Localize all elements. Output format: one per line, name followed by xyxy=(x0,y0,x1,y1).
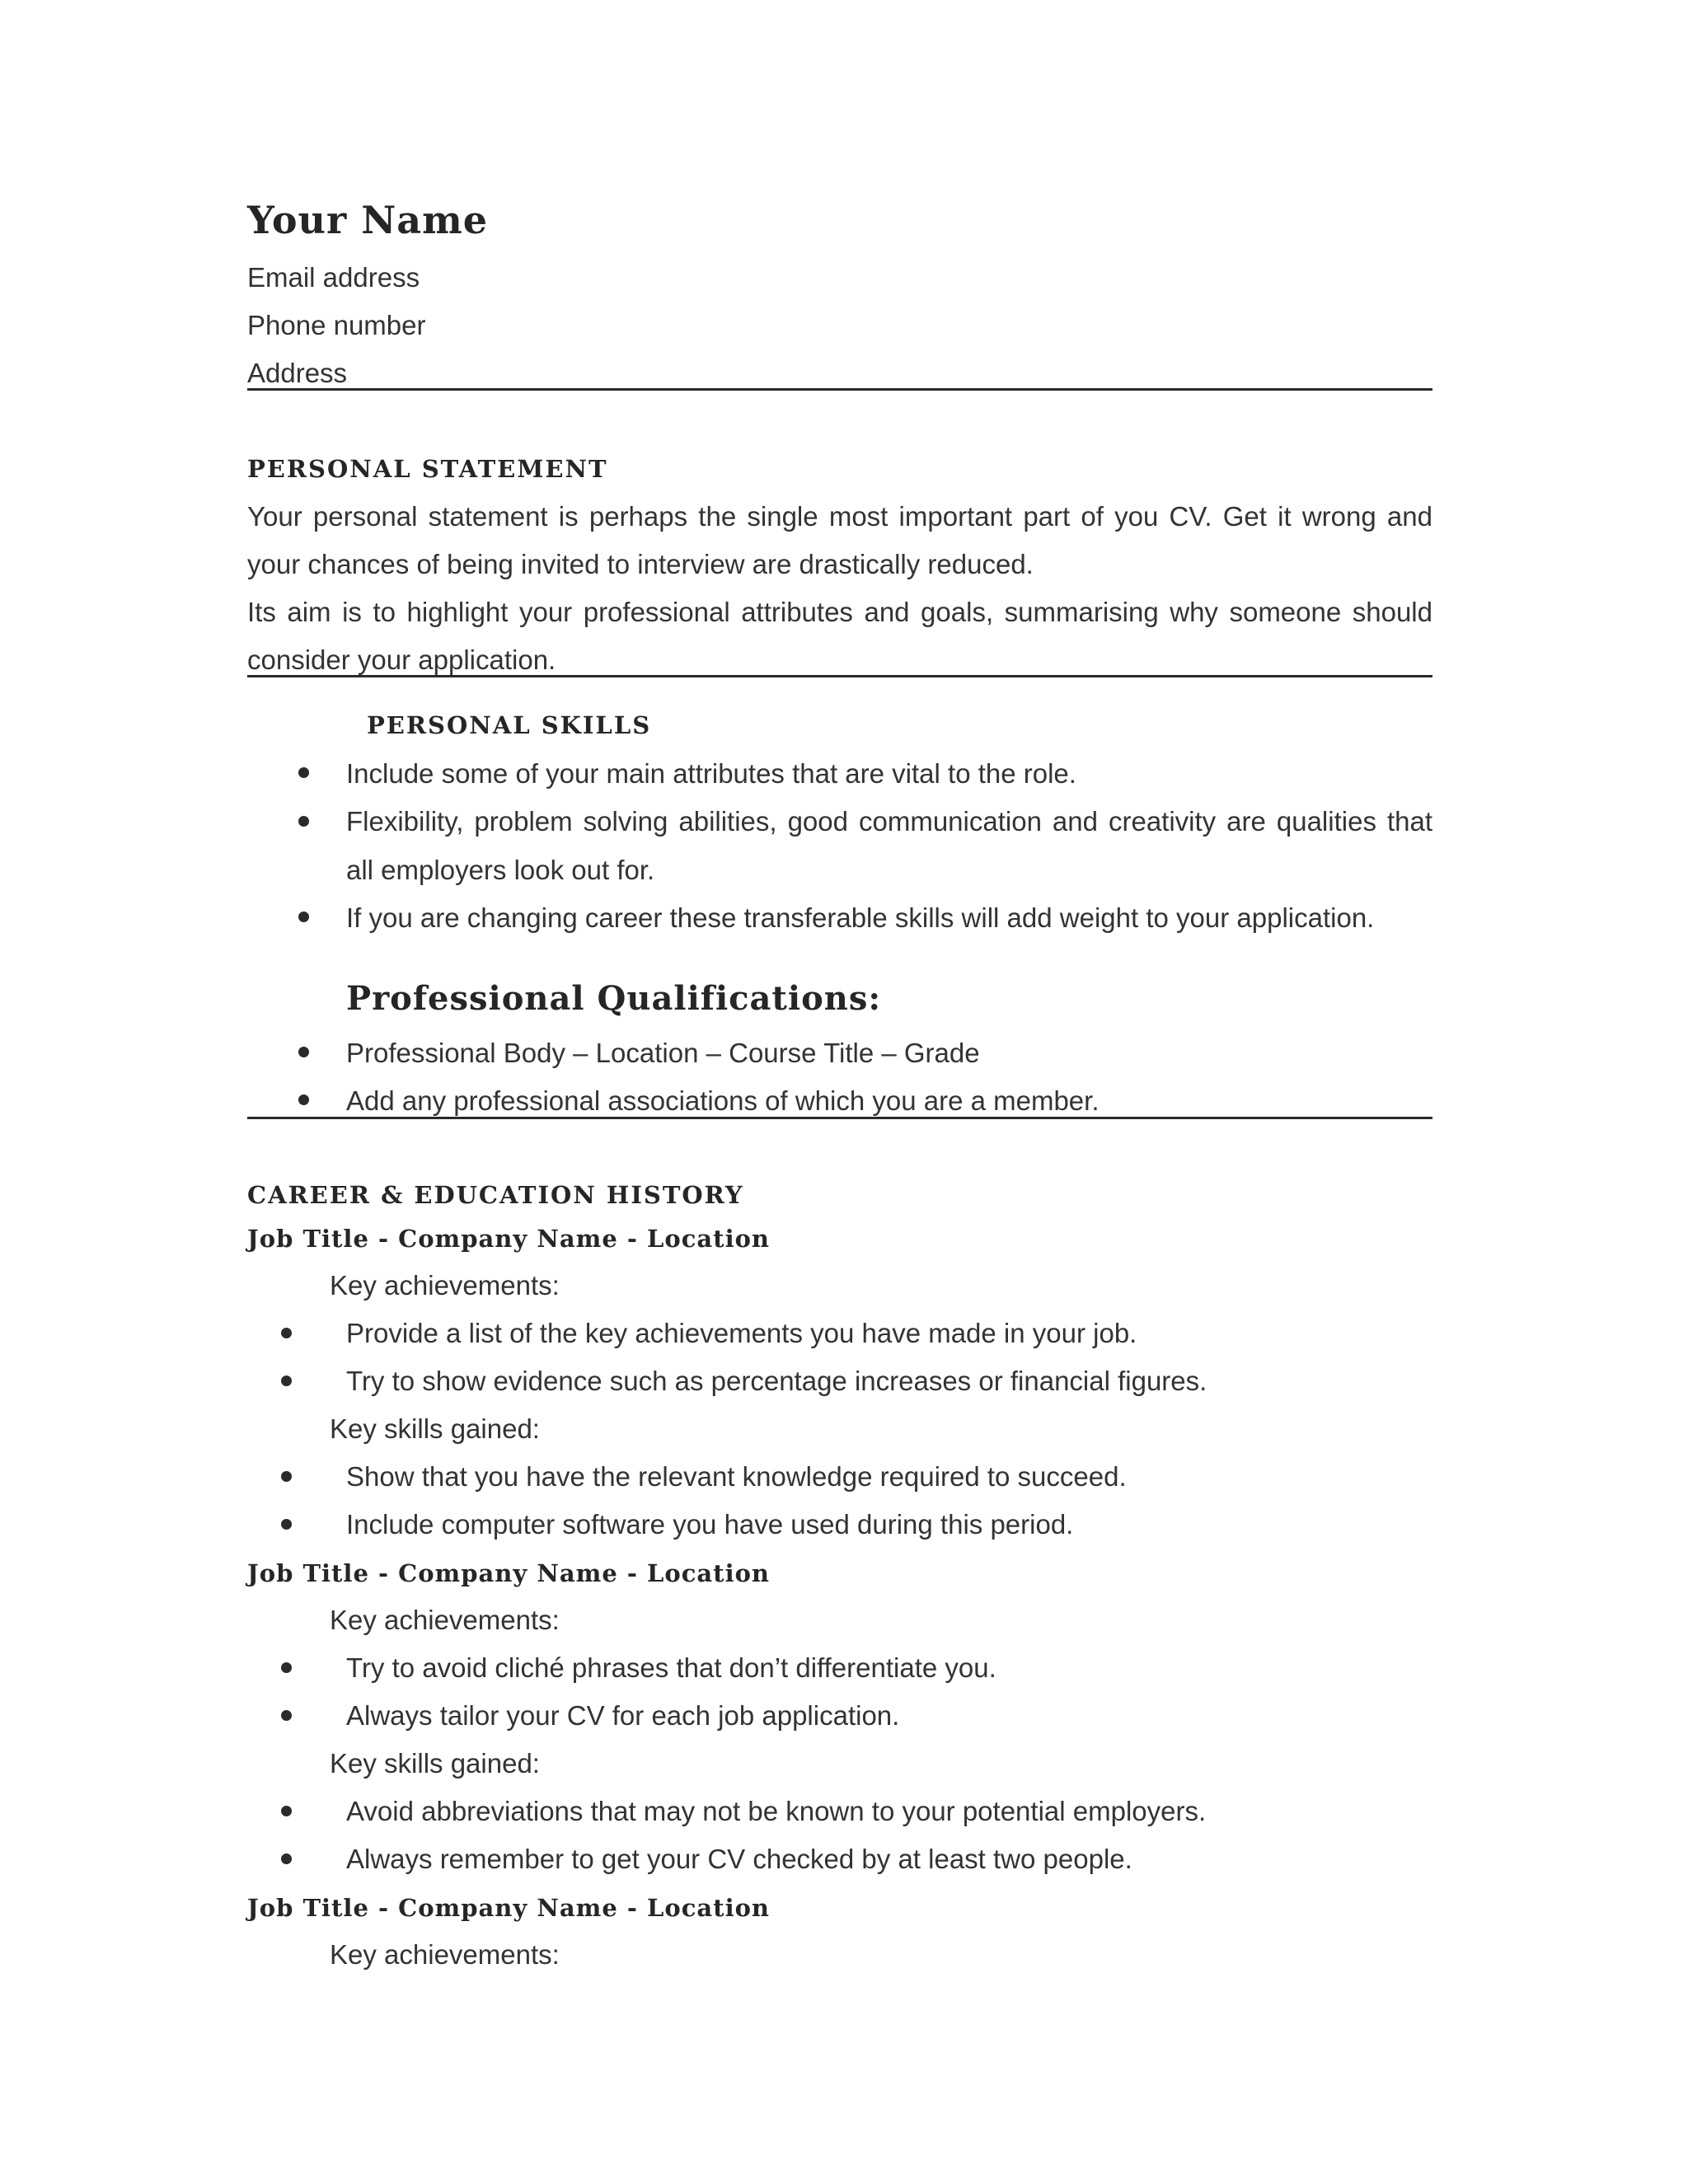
bullet-dot xyxy=(281,1806,292,1816)
bullet-dot xyxy=(298,816,309,827)
key-skills-label: Key skills gained: xyxy=(330,1748,540,1779)
skills-item-1: Include some of your main attributes that are vital to the role. xyxy=(346,758,1076,789)
bullet-dot xyxy=(281,1328,292,1338)
skill-item: Always remember to get your CV checked by at least two people. xyxy=(346,1844,1132,1874)
achievement-item: Try to show evidence such as percentage increases or financial figures. xyxy=(346,1366,1207,1396)
skill-item: Avoid abbreviations that may not be known to your potential employers. xyxy=(346,1796,1207,1826)
skill-item: Include computer software you have used during this period. xyxy=(346,1509,1074,1540)
bullet-dot xyxy=(298,767,309,778)
job-title: Job Title - Company Name - Location xyxy=(247,1559,771,1587)
qualification-item-2: Add any professional associations of which you are a member. xyxy=(346,1085,1100,1116)
key-achievements-label: Key achievements: xyxy=(330,1270,560,1301)
bullet-dot xyxy=(298,1047,309,1057)
bullet-dot xyxy=(281,1854,292,1864)
phone-line: Phone number xyxy=(247,310,426,340)
bullet-dot xyxy=(281,1710,292,1721)
bullet-dot xyxy=(281,1376,292,1386)
statement-line-3: Its aim is to highlight your professional attributes and goals, summarising why someone should xyxy=(247,597,1432,627)
bullet-dot xyxy=(298,1094,309,1105)
skills-item-2: Flexibility, problem solving abilities, good communication and creativity are qualities that xyxy=(346,806,1432,837)
job-title: Job Title - Company Name - Location xyxy=(247,1894,771,1922)
qualifications-divider xyxy=(247,1117,1432,1119)
bullet-dot xyxy=(281,1471,292,1482)
statement-line-2: your chances of being invited to interview are drastically reduced. xyxy=(247,549,1034,579)
achievement-item: Always tailor your CV for each job application. xyxy=(346,1700,900,1731)
achievement-item: Try to avoid cliché phrases that don’t differentiate you. xyxy=(346,1652,996,1683)
achievement-item: Provide a list of the key achievements you have made in your job. xyxy=(346,1318,1137,1348)
key-achievements-label: Key achievements: xyxy=(330,1605,560,1635)
cv-name: Your Name xyxy=(247,198,489,242)
skill-item: Show that you have the relevant knowledge required to succeed. xyxy=(346,1461,1127,1492)
key-achievements-label: Key achievements: xyxy=(330,1939,560,1970)
qualification-item-1: Professional Body – Location – Course Title – Grade xyxy=(346,1038,980,1068)
bullet-dot xyxy=(298,912,309,922)
key-skills-label: Key skills gained: xyxy=(330,1413,540,1444)
statement-divider xyxy=(247,675,1432,677)
bullet-dot xyxy=(281,1662,292,1673)
job-title: Job Title - Company Name - Location xyxy=(247,1225,771,1253)
career-heading: CAREER & EDUCATION HISTORY xyxy=(247,1181,744,1209)
skills-item-2-cont: all employers look out for. xyxy=(346,855,655,885)
email-line: Email address xyxy=(247,262,420,293)
bullet-dot xyxy=(281,1519,292,1530)
personal-statement-heading: PERSONAL STATEMENT xyxy=(247,455,608,483)
header-divider xyxy=(247,388,1432,391)
statement-line-4: consider your application. xyxy=(247,644,556,675)
professional-qualifications-heading: Professional Qualifications: xyxy=(346,979,882,1018)
skills-item-3: If you are changing career these transferable skills will add weight to your application. xyxy=(346,902,1375,933)
statement-line-1: Your personal statement is perhaps the single most important part of you CV. Get it wrong and xyxy=(247,501,1432,532)
personal-skills-heading: PERSONAL SKILLS xyxy=(367,711,652,739)
address-line: Address xyxy=(247,358,348,388)
